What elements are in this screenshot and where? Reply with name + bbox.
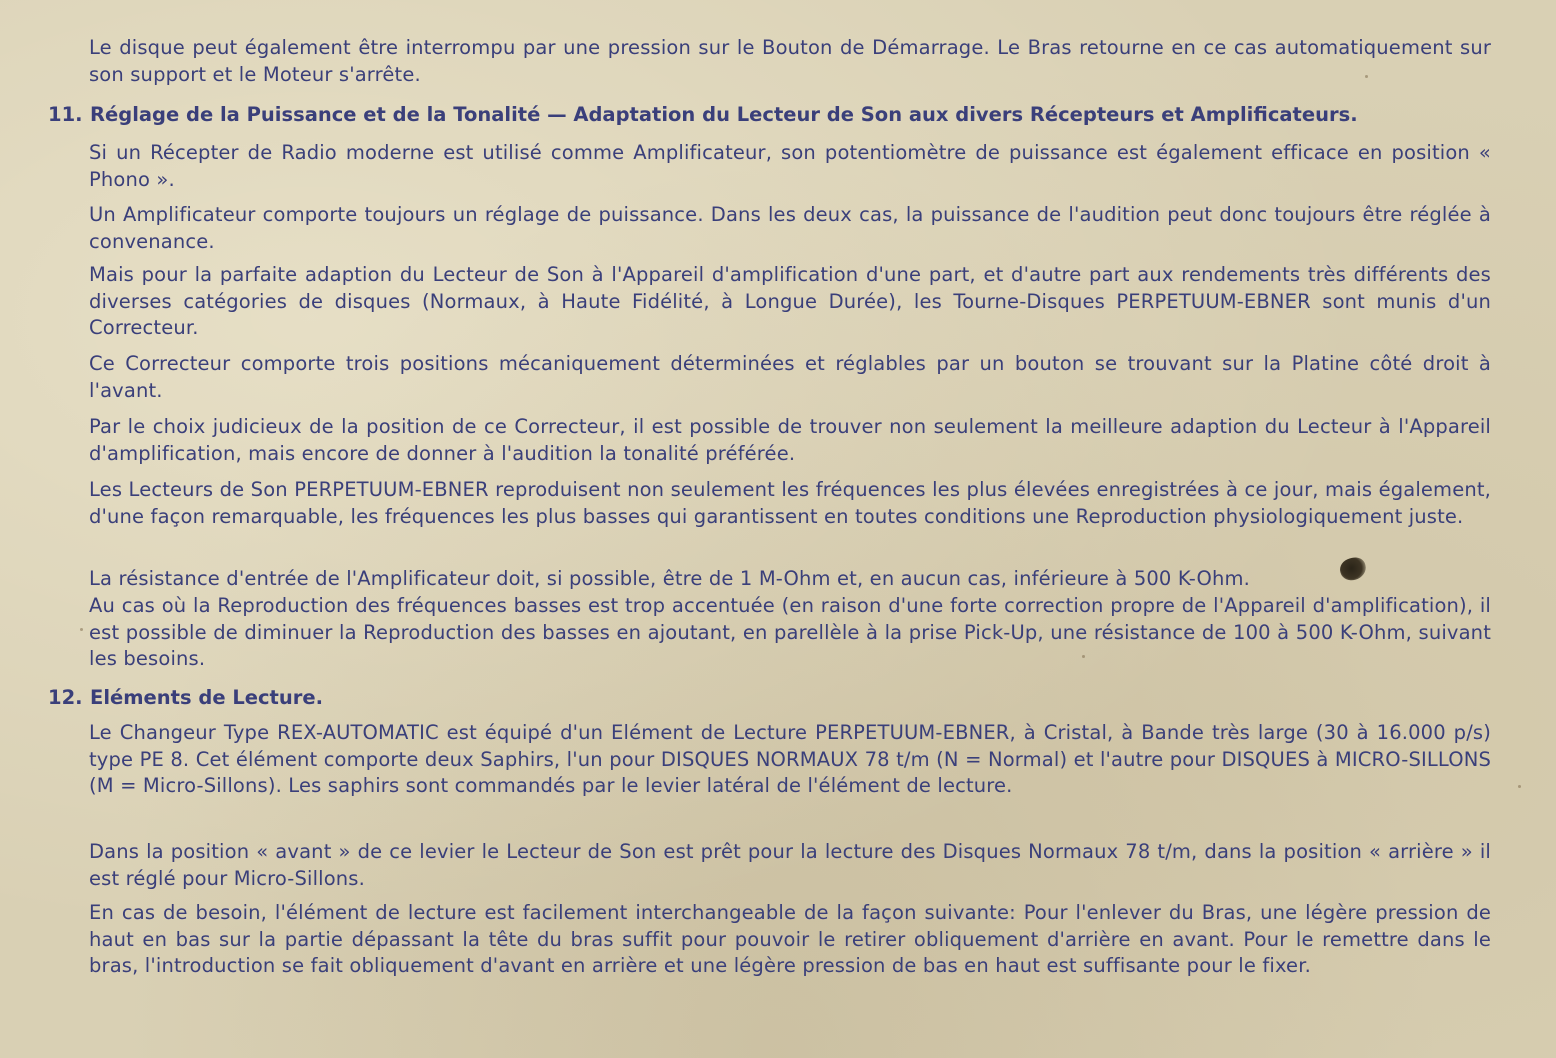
paper-speck xyxy=(80,628,83,631)
paragraph-interchangeable: En cas de besoin, l'élément de lecture est facilement interchangeable de la façon suivante: Pour l'enlever du Bras, une légère pression de haut en bas sur la partie dépassant la tête du bras suffit pour pouvoir le retirer obliquement d'arrière en avant. Pour le remettre dans le bras, l'introduction se fait obliquement d'avant en arrière et une légère pression de bas en haut est suffisante pour le fixer. xyxy=(89,901,1491,977)
paragraph-correcteur-positions: Ce Correcteur comporte trois positions mécaniquement déterminées et réglables par un bouton se trouvant sur la Platine côté droit à l'avant. xyxy=(89,352,1491,402)
paper-speck xyxy=(1518,785,1521,788)
paragraph-bass-reduction: Au cas où la Reproduction des fréquences basses est trop accentuée (en raison d'une forte correction propre de l'Appareil d'amplification), il est possible de diminuer la Reproduction des basses en ajoutant, en parellèle à la prise Pick-Up, une résistance de 100 à 500 K-Ohm, suivant les besoins. xyxy=(89,594,1491,670)
section-number-11: 11. xyxy=(48,103,83,126)
paragraph-rex-automatic: Le Changeur Type REX-AUTOMATIC est équipé d'un Elément de Lecture PERPETUUM-EBNER, à Cristal, à Bande très large (30 à 16.000 p/s) type PE 8. Cet élément comporte deux Saphirs, l'un pour DISQUES NORMAUX 78 t/m (N = Normal) et l'autre pour DISQUES à MICRO-SILLONS (M = Micro-Sillons). Les saphirs sont commandés par le levier latéral de l'élément de lecture. xyxy=(89,721,1491,797)
section-title-12: Eléments de Lecture. xyxy=(90,686,324,709)
paragraph-input-resistance: La résistance d'entrée de l'Amplificateur doit, si possible, être de 1 M-Ohm et, en aucun cas, inférieure à 500 K-Ohm. xyxy=(89,567,1250,590)
paragraph-correcteur-choice: Par le choix judicieux de la position de ce Correcteur, il est possible de trouver non seulement la meilleure adaption du Lecteur à l'Appareil d'amplification, mais encore de donner à l'audition la tonalité préférée. xyxy=(89,415,1491,465)
paper-speck xyxy=(1082,655,1085,658)
paragraph-radio-receiver: Si un Récepter de Radio moderne est utilisé comme Amplificateur, son potentiomètre de puissance est également efficace en position « Phono ». xyxy=(89,141,1491,191)
section-number-12: 12. xyxy=(48,686,83,709)
section-heading-11 xyxy=(48,102,1508,128)
paragraph-amplifier-volume: Un Amplificateur comporte toujours un réglage de puissance. Dans les deux cas, la puissance de l'audition peut donc toujours être réglée à convenance. xyxy=(89,203,1491,253)
paragraph-lever-position: Dans la position « avant » de ce levier le Lecteur de Son est prêt pour la lecture des Disques Normaux 78 t/m, dans la position « arrière » il est réglé pour Micro-Sillons. xyxy=(89,840,1491,890)
section-heading-12 xyxy=(48,685,1508,711)
section-title-11: Réglage de la Puissance et de la Tonalité — Adaptation du Lecteur de Son aux divers Récepteurs et Amplificateurs. xyxy=(90,103,1358,126)
paragraph-frequencies: Les Lecteurs de Son PERPETUUM-EBNER reproduisent non seulement les fréquences les plus élevées enregistrées à ce jour, mais également, d'une façon remarquable, les fréquences les plus basses qui garantissent en toutes conditions une Reproduction physiologiquement juste. xyxy=(89,478,1491,528)
paragraph-interruption: Le disque peut également être interrompu par une pression sur le Bouton de Démarrage. Le Bras retourne en ce cas automatiquement sur son support et le Moteur s'arrête. xyxy=(89,36,1491,86)
paragraph-correcteur-intro: Mais pour la parfaite adaption du Lecteur de Son à l'Appareil d'amplification d'une part, et d'autre part aux rendements très différents des diverses catégories de disques (Normaux, à Haute Fidélité, à Longue Durée), les Tourne-Disques PERPETUUM-EBNER sont munis d'un Correcteur. xyxy=(89,263,1491,339)
paper-speck xyxy=(1365,75,1368,78)
